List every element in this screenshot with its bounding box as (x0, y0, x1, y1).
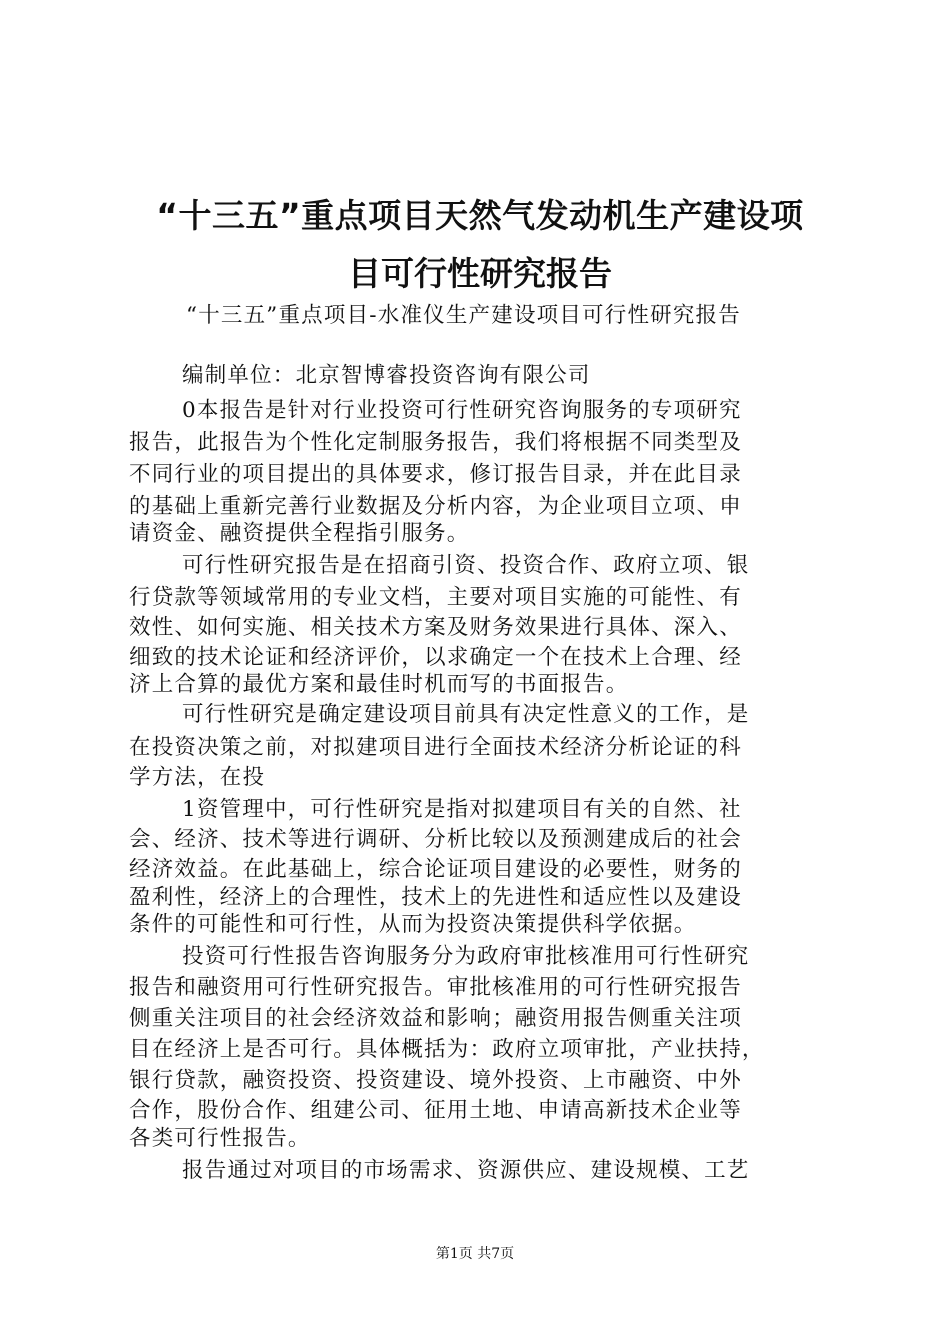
body-line: 投资可行性报告咨询服务分为政府审批核准用可行性研究 (182, 944, 750, 969)
document-title-line-1: “十三五”重点项目天然气发动机生产建设项 (156, 196, 804, 235)
body-line: 0本报告是针对行业投资可行性研究咨询服务的专项研究 (182, 398, 742, 423)
page-footer: 第1页 共7页 (435, 1246, 515, 1262)
body-line: 目在经济上是否可行。具体概括为：政府立项审批，产业扶持， (129, 1037, 765, 1062)
body-line: 报告通过对项目的市场需求、资源供应、建设规模、工艺 (182, 1158, 750, 1183)
body-line: 行贷款等领域常用的专业文档，主要对项目实施的可能性、有 (129, 585, 742, 610)
body-line: 的基础上重新完善行业数据及分析内容，为企业项目立项、申 (129, 494, 742, 519)
body-line: 请资金、融资提供全程指引服务。 (129, 521, 470, 546)
body-line: 报告和融资用可行性研究报告。审批核准用的可行性研究报告 (129, 975, 742, 1000)
document-subtitle: “十三五”重点项目-水准仪生产建设项目可行性研究报告 (186, 303, 741, 328)
body-line: 会、经济、技术等进行调研、分析比较以及预测建成后的社会 (129, 827, 742, 852)
body-line: 报告，此报告为个性化定制服务报告，我们将根据不同类型及 (129, 430, 742, 455)
body-line: 学方法，在投 (129, 765, 266, 790)
body-line: 合作，股份合作、组建公司、征用土地、申请高新技术企业等 (129, 1098, 742, 1123)
body-line: 效性、如何实施、相关技术方案及财务效果进行具体、深入、 (129, 615, 742, 640)
document-title-line-2: 目可行性研究报告 (348, 254, 612, 293)
body-line: 1资管理中，可行性研究是指对拟建项目有关的自然、社 (182, 797, 742, 822)
body-line: 不同行业的项目提出的具体要求，修订报告目录，并在此目录 (129, 462, 742, 487)
body-line: 盈利性，经济上的合理性，技术上的先进性和适应性以及建设 (129, 885, 742, 910)
body-line: 济上合算的最优方案和最佳时机而写的书面报告。 (129, 672, 629, 697)
body-line: 各类可行性报告。 (129, 1126, 311, 1151)
body-line: 侧重关注项目的社会经济效益和影响；融资用报告侧重关注项 (129, 1006, 742, 1031)
body-line: 银行贷款，融资投资、投资建设、境外投资、上市融资、中外 (129, 1068, 742, 1093)
body-line: 编制单位：北京智博睿投资咨询有限公司 (182, 363, 591, 388)
body-line: 可行性研究是确定建设项目前具有决定性意义的工作，是 (182, 702, 750, 727)
body-line: 条件的可能性和可行性，从而为投资决策提供科学依据。 (129, 912, 697, 937)
body-line: 在投资决策之前，对拟建项目进行全面技术经济分析论证的科 (129, 735, 742, 760)
body-line: 可行性研究报告是在招商引资、投资合作、政府立项、银 (182, 553, 750, 578)
body-line: 细致的技术论证和经济评价，以求确定一个在技术上合理、经 (129, 645, 742, 670)
body-line: 经济效益。在此基础上，综合论证项目建设的必要性，财务的 (129, 857, 742, 882)
